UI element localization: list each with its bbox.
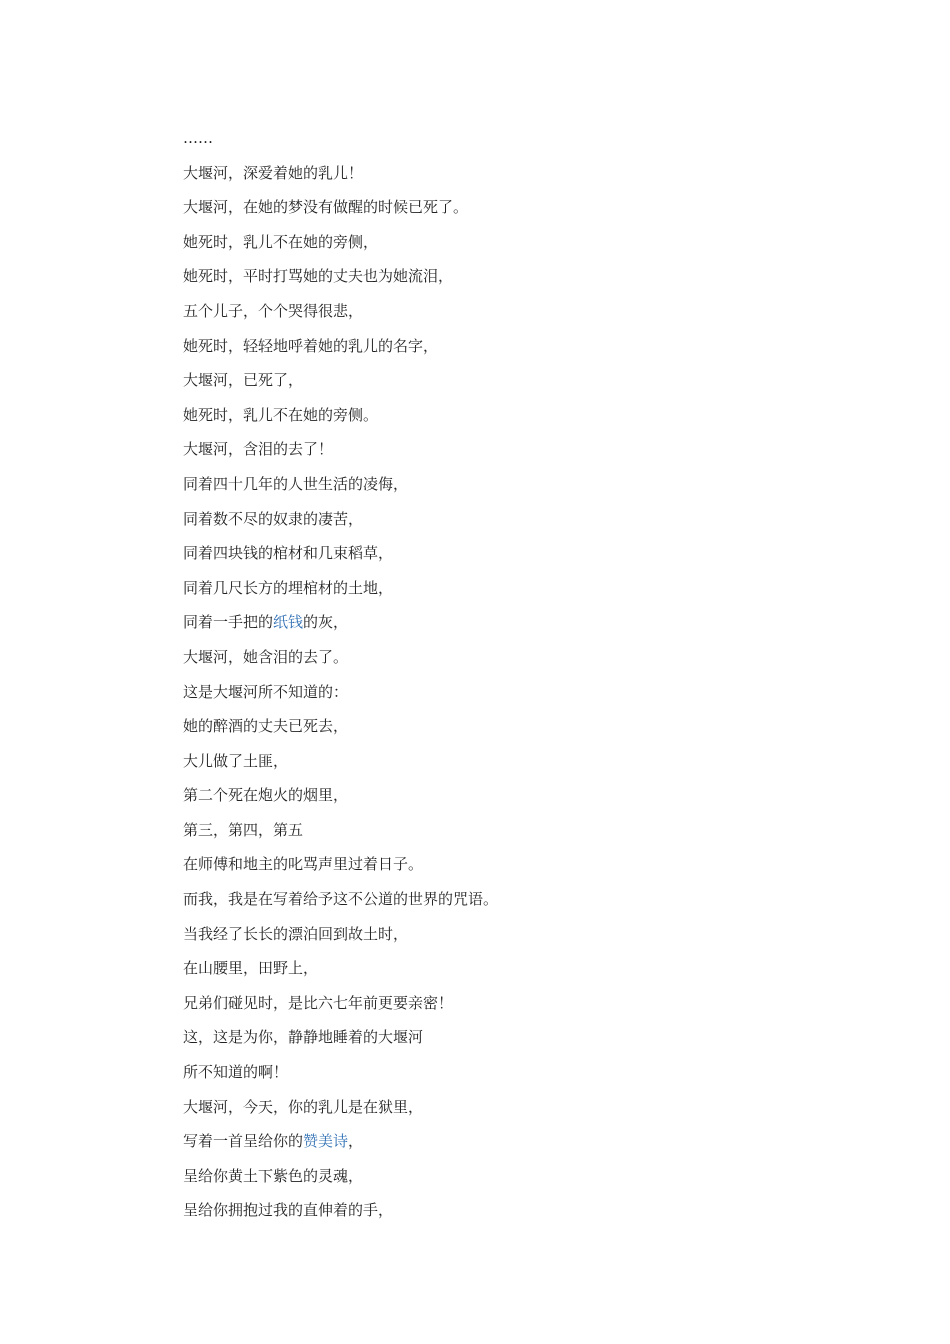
poem-line — [183, 1020, 498, 1055]
line-text: 同着数不尽的奴隶的凄苦， — [183, 509, 364, 528]
poem-line — [183, 1090, 498, 1125]
poem-text — [183, 121, 498, 1228]
line-text: 大堰河，已死了， — [183, 371, 304, 390]
poem-line — [183, 225, 498, 260]
poem-line — [183, 536, 498, 571]
line-text: 她死时，轻轻地呼着她的乳儿的名字， — [183, 336, 439, 355]
poem-line — [183, 778, 498, 813]
poem-line — [183, 1124, 498, 1159]
line-text: 的灰， — [303, 613, 349, 632]
line-text: 大堰河，含泪的去了！ — [183, 440, 334, 459]
line-text: 所不知道的啊！ — [183, 1063, 289, 1082]
poem-line — [183, 432, 498, 467]
line-text: 大堰河，今天，你的乳儿是在狱里， — [183, 1097, 424, 1116]
line-text: 当我经了长长的漂泊回到故土时， — [183, 924, 409, 943]
poem-line — [183, 640, 498, 675]
poem-line — [183, 398, 498, 433]
poem-line — [183, 1159, 498, 1194]
poem-line — [183, 156, 498, 191]
line-text: 同着四块钱的棺材和几束稻草， — [183, 544, 394, 563]
line-text: 在师傅和地主的叱骂声里过着日子。 — [183, 855, 424, 874]
poem-line — [183, 847, 498, 882]
line-text: 第三，第四，第五 — [183, 820, 304, 839]
line-text: 大堰河，在她的梦没有做醒的时候已死了。 — [183, 198, 469, 217]
line-text: 同着几尺长方的埋棺材的土地， — [183, 578, 394, 597]
poem-line — [183, 363, 498, 398]
line-text: ， — [348, 1132, 364, 1151]
poem-line — [183, 502, 498, 537]
poem-line — [183, 986, 498, 1021]
hymn-link[interactable]: 赞美诗 — [303, 1132, 349, 1151]
paper-money-link[interactable]: 纸钱 — [273, 613, 304, 632]
poem-line — [183, 121, 498, 156]
poem-line — [183, 605, 498, 640]
line-text: 同着一手把的 — [183, 613, 274, 632]
poem-line — [183, 709, 498, 744]
line-text: 五个儿子，个个哭得很悲， — [183, 301, 364, 320]
line-text: 这是大堰河所不知道的： — [183, 682, 349, 701]
line-text: 同着四十几年的人世生活的凌侮， — [183, 474, 409, 493]
poem-line — [183, 329, 498, 364]
line-text: 她死时，乳儿不在她的旁侧。 — [183, 405, 379, 424]
line-text: 第二个死在炮火的烟里， — [183, 786, 349, 805]
line-text: 这，这是为你，静静地睡着的大堰河 — [183, 1028, 424, 1047]
poem-line — [183, 1055, 498, 1090]
line-text: 大儿做了土匪， — [183, 751, 289, 770]
poem-line — [183, 190, 498, 225]
line-text: 呈给你黄土下紫色的灵魂， — [183, 1166, 364, 1185]
poem-line — [183, 571, 498, 606]
line-text: 写着一首呈给你的 — [183, 1132, 304, 1151]
poem-line — [183, 467, 498, 502]
poem-line — [183, 675, 498, 710]
line-text: 兄弟们碰见时，是比六七年前更要亲密！ — [183, 993, 454, 1012]
poem-line — [183, 259, 498, 294]
line-text: 呈给你拥抱过我的直伸着的手， — [183, 1201, 394, 1220]
line-text: 大堰河，她含泪的去了。 — [183, 647, 349, 666]
line-text: 她死时，平时打骂她的丈夫也为她流泪， — [183, 267, 454, 286]
poem-line — [183, 813, 498, 848]
line-text: 她死时，乳儿不在她的旁侧， — [183, 232, 379, 251]
poem-line — [183, 882, 498, 917]
poem-line — [183, 917, 498, 952]
poem-line — [183, 744, 498, 779]
poem-line — [183, 294, 498, 329]
line-text: 大堰河，深爱着她的乳儿！ — [183, 163, 364, 182]
line-text: 而我，我是在写着给予这不公道的世界的咒语。 — [183, 890, 499, 909]
line-text: 在山腰里，田野上， — [183, 959, 319, 978]
line-text: …… — [183, 129, 213, 147]
poem-line — [183, 1193, 498, 1228]
line-text: 她的醉酒的丈夫已死去， — [183, 717, 349, 736]
poem-line — [183, 951, 498, 986]
